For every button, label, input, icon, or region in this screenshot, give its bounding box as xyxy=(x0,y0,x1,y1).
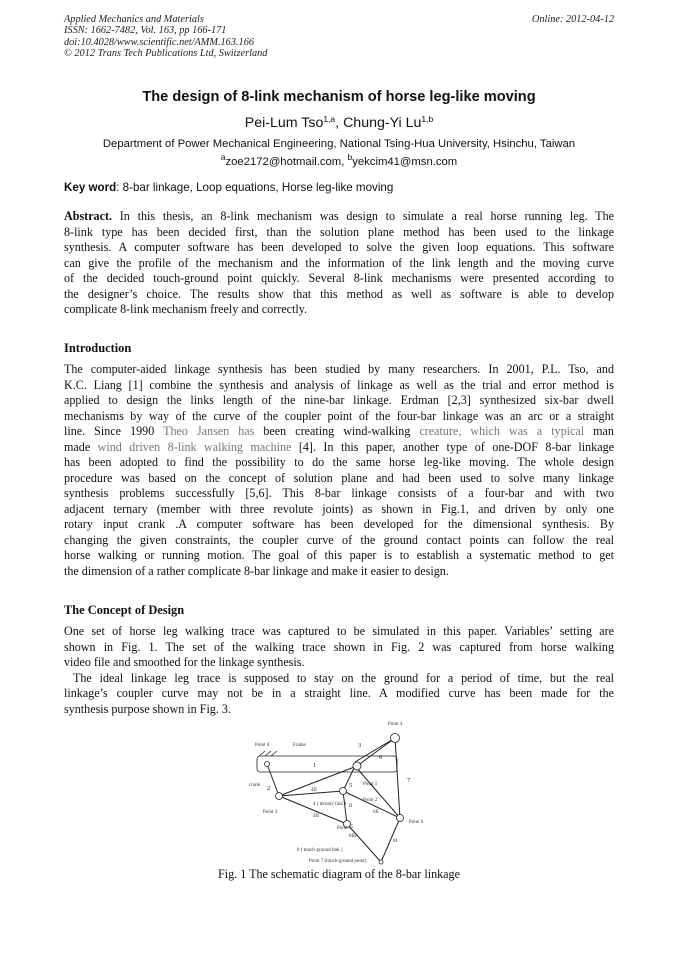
abstract-line: synthesis. A computer software has been developed to solve the given loop equations. This software xyxy=(64,240,614,254)
label-point4: Point 4 xyxy=(388,722,403,727)
label-ii: II xyxy=(349,804,353,809)
creature-link[interactable]: creature, which was a typical xyxy=(419,424,585,438)
abstract xyxy=(64,209,614,318)
authors xyxy=(0,114,678,131)
abstract-line: can give the profile of the mechanism and the information of the link length and the moving curve xyxy=(64,255,614,270)
label-frame: Frame xyxy=(293,743,306,748)
label-5b: 5 xyxy=(351,825,354,830)
figure-caption: Fig. 1 The schematic diagram of the 8-bar linkage xyxy=(218,867,460,881)
label-point7: Point 7 (touch-ground point) xyxy=(309,859,367,864)
abstract-line: 8-link type has been decided first, than the solution plane method has been used to the linkage xyxy=(64,224,614,239)
paper-title: The design of 8-link mechanism of horse leg-like moving xyxy=(142,89,536,105)
ground-hatch xyxy=(259,751,265,756)
label-touch-link: 8 ( touch-ground link ) xyxy=(297,848,343,853)
abstract-line: complicate 8-link mechanism freely and correctly. xyxy=(64,302,308,316)
intro-line: changing the given constraints, the coupler curve of the ground contact points can follow the real xyxy=(64,532,614,547)
ground-hatch xyxy=(271,751,277,756)
theo-jansen-link[interactable]: Theo Jansen has xyxy=(163,424,255,438)
linkage-diagram xyxy=(245,716,435,866)
concept-line: linkage’s coupler curve may not be in a straight line. A modified curve has been made for the xyxy=(64,686,614,700)
joint-point-0 xyxy=(265,762,270,767)
concept-line: synthesis purpose shown in Fig. 3. xyxy=(64,701,231,716)
label-point5: Point 5 xyxy=(337,826,352,831)
label-2: 2 xyxy=(267,785,271,792)
online-date: Online: 2012-04-12 xyxy=(531,14,614,25)
author-2: Chung-Yi Lu xyxy=(343,115,422,131)
label-8iii: 8III xyxy=(349,834,357,839)
concept-heading: The Concept of Design xyxy=(64,603,185,617)
author-2-sup: 1,b xyxy=(421,114,434,124)
abstract-line: of the decided touch-ground point quickly. Several 8-link mechanisms were presented according to xyxy=(64,271,614,285)
label-1: 1 xyxy=(313,762,317,769)
keywords xyxy=(64,181,393,194)
link-6 xyxy=(357,738,395,766)
link-7 xyxy=(395,738,400,818)
label-point6: Point 6 xyxy=(409,820,424,825)
abstract-line: the designer’s choice. The results show that this method as well as software is able to develop xyxy=(64,286,614,301)
author-1-sup: 1,a xyxy=(323,114,336,124)
intro-line: mechanisms by way of the curve of the coupler point of the four-bar linkage was an arc or a straight xyxy=(64,408,614,423)
linkage-frame xyxy=(257,751,397,772)
intro-line: line. Since 1990 Theo Jansen has been creating wind-walking creature, which was a typical man xyxy=(64,424,614,438)
abstract-line: Abstract. In this thesis, an 8-link mechanism was design to simulate a real horse running leg. The xyxy=(64,209,614,223)
intro-line: horse walking or running motion. The goal of this paper is to establish a systematic method to get xyxy=(64,548,614,562)
intro-line: the dimension of a rather complicate 8-bar linkage and make it easier to design. xyxy=(64,563,449,578)
copyright-line: © 2012 Trans Tech Publications Ltd, Switzerland xyxy=(64,47,268,59)
link-4ii xyxy=(279,796,347,824)
intro-line: synthesis problems successfully [5,6]. This 8-bar linkage consists of a four-bar and with two xyxy=(64,486,614,500)
label-crank: crank xyxy=(249,783,261,788)
concept-line: One set of horse leg walking trace was captured to be simulated in this paper. Variables’ setting are xyxy=(64,624,614,638)
author-separator: , xyxy=(335,115,344,131)
intro-line: The computer-aided linkage synthesis has been studied by many researchers. In 2001, P.L. Tso, and xyxy=(64,362,614,376)
keywords-label: Key word xyxy=(64,181,117,194)
label-point3: Point 3 xyxy=(263,810,278,815)
joint-point-2 xyxy=(340,788,347,795)
abstract-label: Abstract. xyxy=(64,209,113,223)
email-a-sup: a xyxy=(220,152,226,162)
label-4ii-top: 4II xyxy=(311,788,317,793)
label-3: 3 xyxy=(358,742,362,749)
label-point2: Point 2 xyxy=(363,798,378,803)
email-b[interactable]: yekcim41@msn.com xyxy=(352,156,458,168)
introduction-body xyxy=(64,362,614,579)
concept-body xyxy=(64,624,614,717)
doi-line[interactable]: doi:10.4028/www.scientific.net/AMM.163.166 xyxy=(64,36,254,48)
label-4ii: 4II xyxy=(313,814,319,819)
intro-line: K.C. Liang [1] combine the synthesis and analysis of linkage as well as the trial and error method is xyxy=(64,377,614,392)
label-point0: Point 0 xyxy=(255,743,270,748)
joint-point-1 xyxy=(353,762,361,770)
intro-line: made wind driven 8-link walking machine [4]. In this paper, another type of one-DOF 8-bar linkage xyxy=(64,439,614,454)
joint-point-6 xyxy=(397,815,404,822)
emails xyxy=(0,152,678,168)
joint-crank xyxy=(276,793,283,800)
frame-rectangle xyxy=(257,756,397,772)
ground-hatch xyxy=(265,751,271,756)
intro-line: procedure was based on the concept of solution plane and had been used to solve many linkage xyxy=(64,470,614,485)
label-6ii: 6II xyxy=(373,810,379,815)
concept-line: shown in Fig. 1. The set of the walking trace shown in Fig. 2 was captured from horse walking xyxy=(64,639,614,654)
label-ternary: 4 ( ternary link ) xyxy=(313,802,346,807)
affiliation: Department of Power Mechanical Engineering, National Tsing-Hua University, Hsinchu, Taiwan xyxy=(102,138,576,150)
label-point1: Point 1 xyxy=(363,782,378,787)
label-7: 7 xyxy=(407,777,411,784)
concept-line: The ideal linkage leg trace is supposed to stay on the ground for a period of time, but the real xyxy=(73,670,614,685)
intro-line: rotary input crank .A computer software has been developed for the dimensional synthesis. By xyxy=(64,517,614,531)
intro-line: adjacent ternary (member with three revolute joints) as shown in Fig.1, and driven by only one xyxy=(64,501,614,516)
journal-header xyxy=(64,14,267,59)
joint-point-4 xyxy=(391,734,400,743)
link-ii xyxy=(343,791,347,824)
journal-name: Applied Mechanics and Materials xyxy=(64,14,204,25)
intro-line: has been adopted to find the possibility to do the same horse leg-like moving. The whole design xyxy=(64,455,614,469)
intro-line: applied to design the links length of the nine-bar linkage. Erdman [2,3] synthesized six-bar dwell xyxy=(64,393,614,407)
email-a[interactable]: zoe2172@hotmail.com, xyxy=(225,156,348,168)
joint-point-7 xyxy=(379,860,383,864)
keywords-text: : 8-bar linkage, Loop equations, Horse leg-like moving xyxy=(116,181,394,194)
email-b-sup: b xyxy=(347,152,353,162)
issn-line: ISSN: 1662-7482, Vol. 163, pp 166-171 xyxy=(64,25,227,37)
label-5: 5 xyxy=(349,782,353,789)
walking-machine-link[interactable]: wind driven 8-link walking machine xyxy=(97,439,292,454)
label-8i: 8I xyxy=(393,839,398,844)
author-1: Pei-Lum Tso xyxy=(244,115,324,131)
label-6: 6 xyxy=(379,754,383,761)
concept-line: video file and smoothed for the linkage synthesis. xyxy=(64,655,305,669)
introduction-heading: Introduction xyxy=(64,341,132,355)
